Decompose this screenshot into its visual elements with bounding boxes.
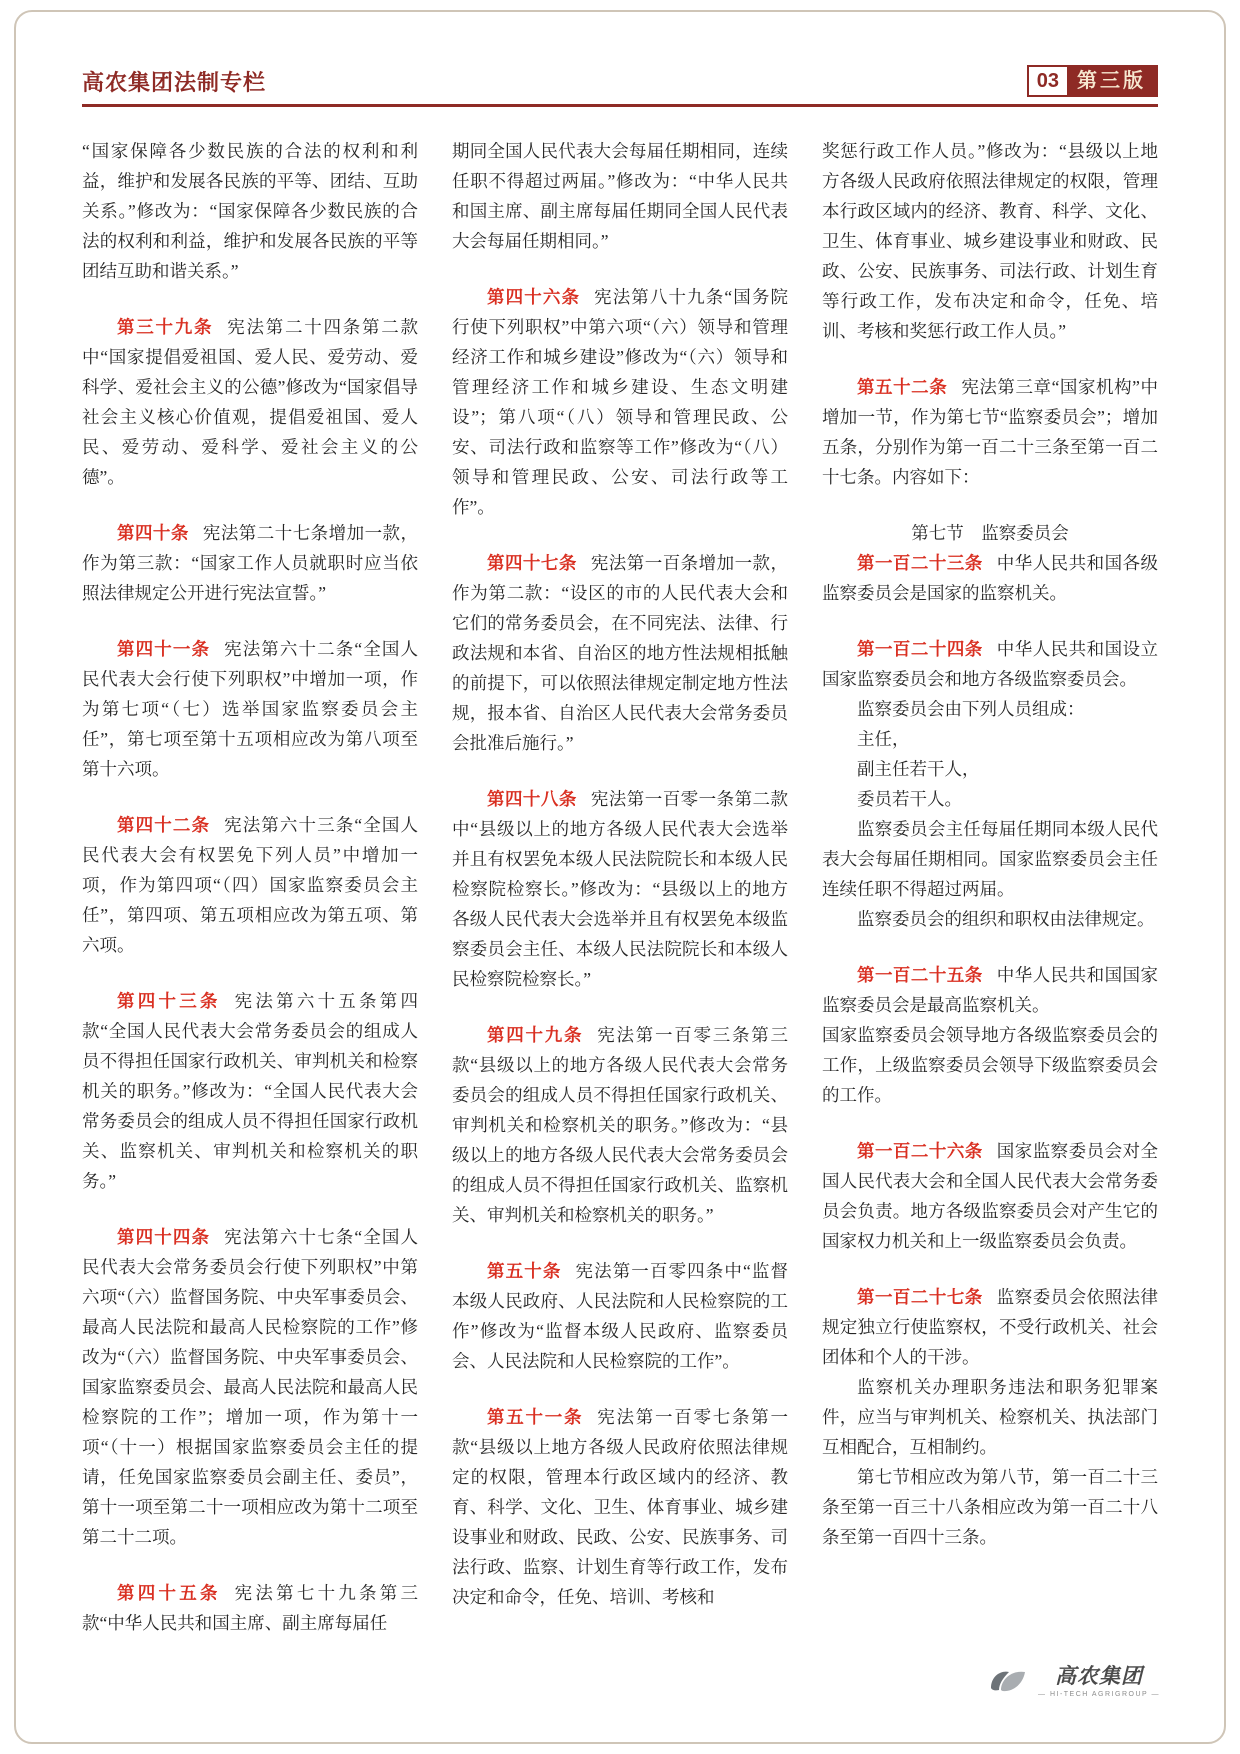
paragraph — [822, 1282, 1158, 1372]
paragraph-text: 宪法第一百零一条第二款中“县级以上的地方各级人民代表大会选举并且有权罢免本级人民法院院长和本级人民检察院检察长。”修改为：“县级以上的地方各级人民代表大会选举并且有权罢免本级监察委员会主任、本级人民法院院长和本级人民检察院检察长。” — [452, 789, 789, 989]
paragraph-text: 宪法第八十九条“国务院行使下列职权”中第六项“（六）领导和管理经济工作和城乡建设”修改为“（六）领导和管理经济工作和城乡建设、生态文明建设”；第八项“（八）领导和管理民政、公安、司法行政和监察等工作”修改为“（八）领导和管理民政、公安、司法行政等工作”。 — [452, 287, 788, 517]
text-column-2 — [452, 136, 788, 1638]
paragraph — [822, 634, 1158, 694]
paragraph — [452, 548, 788, 758]
paragraph-text: 宪法第六十三条“全国人民代表大会有权罢免下列人员”中增加一项，作为第四项“（四）国家监察委员会主任”，第四项、第五项相应改为第五项、第六项。 — [82, 815, 418, 955]
article-number: 第一百二十六条 — [857, 1141, 983, 1161]
paragraph — [822, 1136, 1158, 1256]
paragraph-text: 监察委员会主任每届任期同本级人民代表大会每届任期相同。国家监察委员会主任连续任职不得超过两届。 — [822, 819, 1158, 899]
article-block — [452, 136, 788, 256]
article-number: 第一百二十四条 — [857, 639, 983, 659]
paragraph — [822, 960, 1158, 1020]
paragraph-text: 第七节 监察委员会 — [911, 523, 1069, 543]
footer-logo-text: 高农集团 — [1055, 1665, 1143, 1688]
paragraph-text: 宪法第二十四条第二款中“国家提倡爱祖国、爱人民、爱劳动、爱科学、爱社会主义的公德”修改为“国家倡导社会主义核心价值观，提倡爱祖国、爱人民、爱劳动、爱科学、爱社会主义的公德”。 — [82, 317, 418, 487]
paragraph — [822, 136, 1158, 346]
article-number: 第四十六条 — [487, 287, 581, 307]
text-column-1 — [82, 136, 418, 1638]
article-number: 第三十九条 — [117, 317, 214, 337]
paragraph-text: 奖惩行政工作人员。”修改为：“县级以上地方各级人民政府依照法律规定的权限，管理本行政区域内的经济、教育、科学、文化、卫生、体育事业、城乡建设事业和财政、民政、公安、民族事务、司法行政、计划生育等行政工作，发布决定和命令，任免、培训、考核和奖惩行政工作人员。” — [822, 141, 1158, 341]
article-number: 第四十一条 — [117, 639, 211, 659]
article-block — [822, 634, 1158, 934]
paragraph — [822, 724, 1158, 754]
paragraph-text: 监察委员会依照法律规定独立行使监察权，不受行政机关、社会团体和个人的干涉。 — [822, 1287, 1159, 1367]
paragraph-text: 主任， — [857, 729, 910, 749]
paragraph — [822, 814, 1158, 904]
paragraph — [82, 518, 418, 608]
article-block — [82, 986, 418, 1196]
article-block — [822, 136, 1158, 346]
paragraph — [822, 784, 1158, 814]
article-number: 第四十七条 — [487, 553, 577, 573]
paragraph-text: 宪法第一百零七条第一款“县级以上地方各级人民政府依照法律规定的权限，管理本行政区域内的经济、教育、科学、文化、卫生、体育事业、城乡建设事业和财政、民政、公安、民族事务、司法行政、监察、计划生育等行政工作，发布决定和命令，任免、培训、考核和 — [452, 1407, 788, 1607]
article-block — [822, 960, 1158, 1110]
text-column-3 — [822, 136, 1158, 1638]
article-block — [452, 784, 788, 994]
paragraph — [82, 810, 418, 960]
paragraph-text: 中华人民共和国各级监察委员会是国家的监察机关。 — [822, 553, 1159, 603]
article-number: 第五十二条 — [857, 377, 948, 397]
article-block — [452, 282, 788, 522]
article-columns — [82, 136, 1158, 1638]
paragraph-text: 监察委员会的组织和职权由法律规定。 — [857, 909, 1155, 929]
paragraph-text: 宪法第二十七条增加一款，作为第三款：“国家工作人员就职时应当依照法律规定公开进行宪法宣誓。” — [82, 523, 419, 603]
article-block — [82, 312, 418, 492]
edition-label: 第三版 — [1067, 67, 1156, 95]
article-number: 第一百二十七条 — [857, 1287, 983, 1307]
paragraph-text: 中华人民共和国设立国家监察委员会和地方各级监察委员会。 — [822, 639, 1159, 689]
page-title: 高农集团法制专栏 — [82, 70, 267, 95]
paragraph-text: 期同全国人民代表大会每届任期相同，连续任职不得超过两届。”修改为：“中华人民共和国主席、副主席每届任期同全国人民代表大会每届任期相同。” — [452, 141, 788, 251]
paragraph — [822, 754, 1158, 784]
page-number-badge — [1027, 65, 1158, 97]
article-number: 第一百二十三条 — [857, 553, 983, 573]
article-number: 第一百二十五条 — [857, 965, 983, 985]
paragraph — [822, 904, 1158, 934]
paragraph-text: 监察机关办理职务违法和职务犯罪案件，应当与审判机关、检察机关、执法部门互相配合，互相制约。 — [822, 1377, 1158, 1457]
paragraph-text: 宪法第三章“国家机构”中增加一节，作为第七节“监察委员会”；增加五条，分别作为第一百二十三条至第一百二十七条。内容如下： — [822, 377, 1159, 487]
article-block — [822, 1282, 1158, 1552]
paragraph-text: 监察委员会由下列人员组成： — [857, 699, 1085, 719]
footer-logo — [989, 1660, 1160, 1698]
paragraph-text: 国家监察委员会对全国人民代表大会和全国人民代表大会常务委员会负责。地方各级监察委员会对产生它的国家权力机关和上一级监察委员会负责。 — [822, 1141, 1159, 1251]
article-number: 第四十五条 — [117, 1583, 221, 1603]
article-number: 第四十二条 — [117, 815, 211, 835]
article-number: 第五十条 — [487, 1261, 562, 1281]
article-block — [82, 810, 418, 960]
article-number: 第四十九条 — [487, 1025, 584, 1045]
paragraph-text: 第七节相应改为第八节，第一百二十三条至第一百三十八条相应改为第一百二十八条至第一百四十三条。 — [822, 1467, 1158, 1547]
paragraph — [452, 1256, 788, 1376]
paragraph — [452, 1402, 788, 1612]
article-block — [822, 518, 1158, 608]
footer-logo-subtext: — HI-TECH AGRIGROUP — — [1038, 1691, 1160, 1698]
paragraph — [822, 1372, 1158, 1462]
leaf-logo-icon — [989, 1662, 1029, 1696]
article-block — [452, 548, 788, 758]
paragraph — [452, 282, 788, 522]
paragraph — [82, 634, 418, 784]
paragraph-text: 副主任若干人， — [857, 759, 980, 779]
article-block — [82, 634, 418, 784]
article-block — [82, 1222, 418, 1552]
paragraph-text: 宪法第一百零四条中“监督本级人民政府、人民法院和人民检察院的工作”修改为“监督本级人民政府、监察委员会、人民法院和人民检察院的工作”。 — [452, 1261, 788, 1371]
article-block — [82, 136, 418, 286]
paragraph-text: 宪法第一百条增加一款，作为第二款：“设区的市的人民代表大会和它们的常务委员会，在不同宪法、法律、行政法规和本省、自治区的地方性法规相抵触的前提下，可以依照法律规定制定地方性法规，报本省、自治区人民代表大会常务委员会批准后施行。” — [452, 553, 789, 753]
article-block — [452, 1020, 788, 1230]
paragraph-text: 宪法第六十七条“全国人民代表大会常务委员会行使下列职权”中第六项“（六）监督国务院、中央军事委员会、最高人民法院和最高人民检察院的工作”修改为“（六）监督国务院、中央军事委员会、国家监察委员会、最高人民法院和最高人民检察院的工作”；增加一项，作为第十一项“（十一）根据国家监察委员会主任的提请，任免国家监察委员会副主任、委员”，第十一项至第二十一项相应改为第十二项至第二十二项。 — [82, 1227, 418, 1547]
paragraph — [82, 136, 418, 286]
page-header — [82, 58, 1158, 107]
article-block — [82, 518, 418, 608]
paragraph — [822, 1020, 1158, 1110]
paragraph-text: 宪法第七十九条第三款“中华人民共和国主席、副主席每届任 — [82, 1583, 419, 1633]
paragraph-text: 中华人民共和国国家监察委员会是最高监察机关。 — [822, 965, 1159, 1015]
paragraph — [822, 548, 1158, 608]
article-number: 第四十三条 — [117, 991, 221, 1011]
paragraph-text: 宪法第一百零三条第三款“县级以上的地方各级人民代表大会常务委员会的组成人员不得担任国家行政机关、审判机关和检察机关的职务。”修改为：“县级以上的地方各级人民代表大会常务委员会的组成人员不得担任国家行政机关、监察机关、审判机关和检察机关的职务。” — [452, 1025, 788, 1225]
paragraph-text: “国家保障各少数民族的合法的权利和利益，维护和发展各民族的平等、团结、互助关系。”修改为：“国家保障各少数民族的合法的权利和利益，维护和发展各民族的平等团结互助和谐关系。” — [82, 141, 418, 281]
paragraph — [822, 694, 1158, 724]
paragraph — [452, 136, 788, 256]
paragraph — [822, 1462, 1158, 1552]
paragraph — [82, 312, 418, 492]
page-number: 03 — [1029, 67, 1067, 95]
paragraph-text: 宪法第六十五条第四款“全国人民代表大会常务委员会的组成人员不得担任国家行政机关、审判机关和检察机关的职务。”修改为：“全国人民代表大会常务委员会的组成人员不得担任国家行政机关、监察机关、审判机关和检察机关的职务。” — [82, 991, 419, 1191]
paragraph — [452, 1020, 788, 1230]
article-number: 第五十一条 — [487, 1407, 584, 1427]
paragraph — [452, 784, 788, 994]
paragraph-text: 委员若干人。 — [857, 789, 962, 809]
article-block — [822, 1136, 1158, 1256]
paragraph — [82, 1578, 418, 1638]
paragraph-text: 宪法第六十二条“全国人民代表大会行使下列职权”中增加一项，作为第七项“（七）选举国家监察委员会主任”，第七项至第十五项相应改为第八项至第十六项。 — [82, 639, 418, 779]
paragraph-text: 国家监察委员会领导地方各级监察委员会的工作，上级监察委员会领导下级监察委员会的工作。 — [822, 1025, 1158, 1105]
article-number: 第四十四条 — [117, 1227, 211, 1247]
article-block — [452, 1256, 788, 1376]
paragraph — [822, 372, 1158, 492]
paragraph — [82, 1222, 418, 1552]
section-heading — [822, 518, 1158, 548]
article-block — [822, 372, 1158, 492]
article-block — [82, 1578, 418, 1638]
article-block — [452, 1402, 788, 1612]
paragraph — [82, 986, 418, 1196]
article-number: 第四十八条 — [487, 789, 577, 809]
article-number: 第四十条 — [117, 523, 189, 543]
